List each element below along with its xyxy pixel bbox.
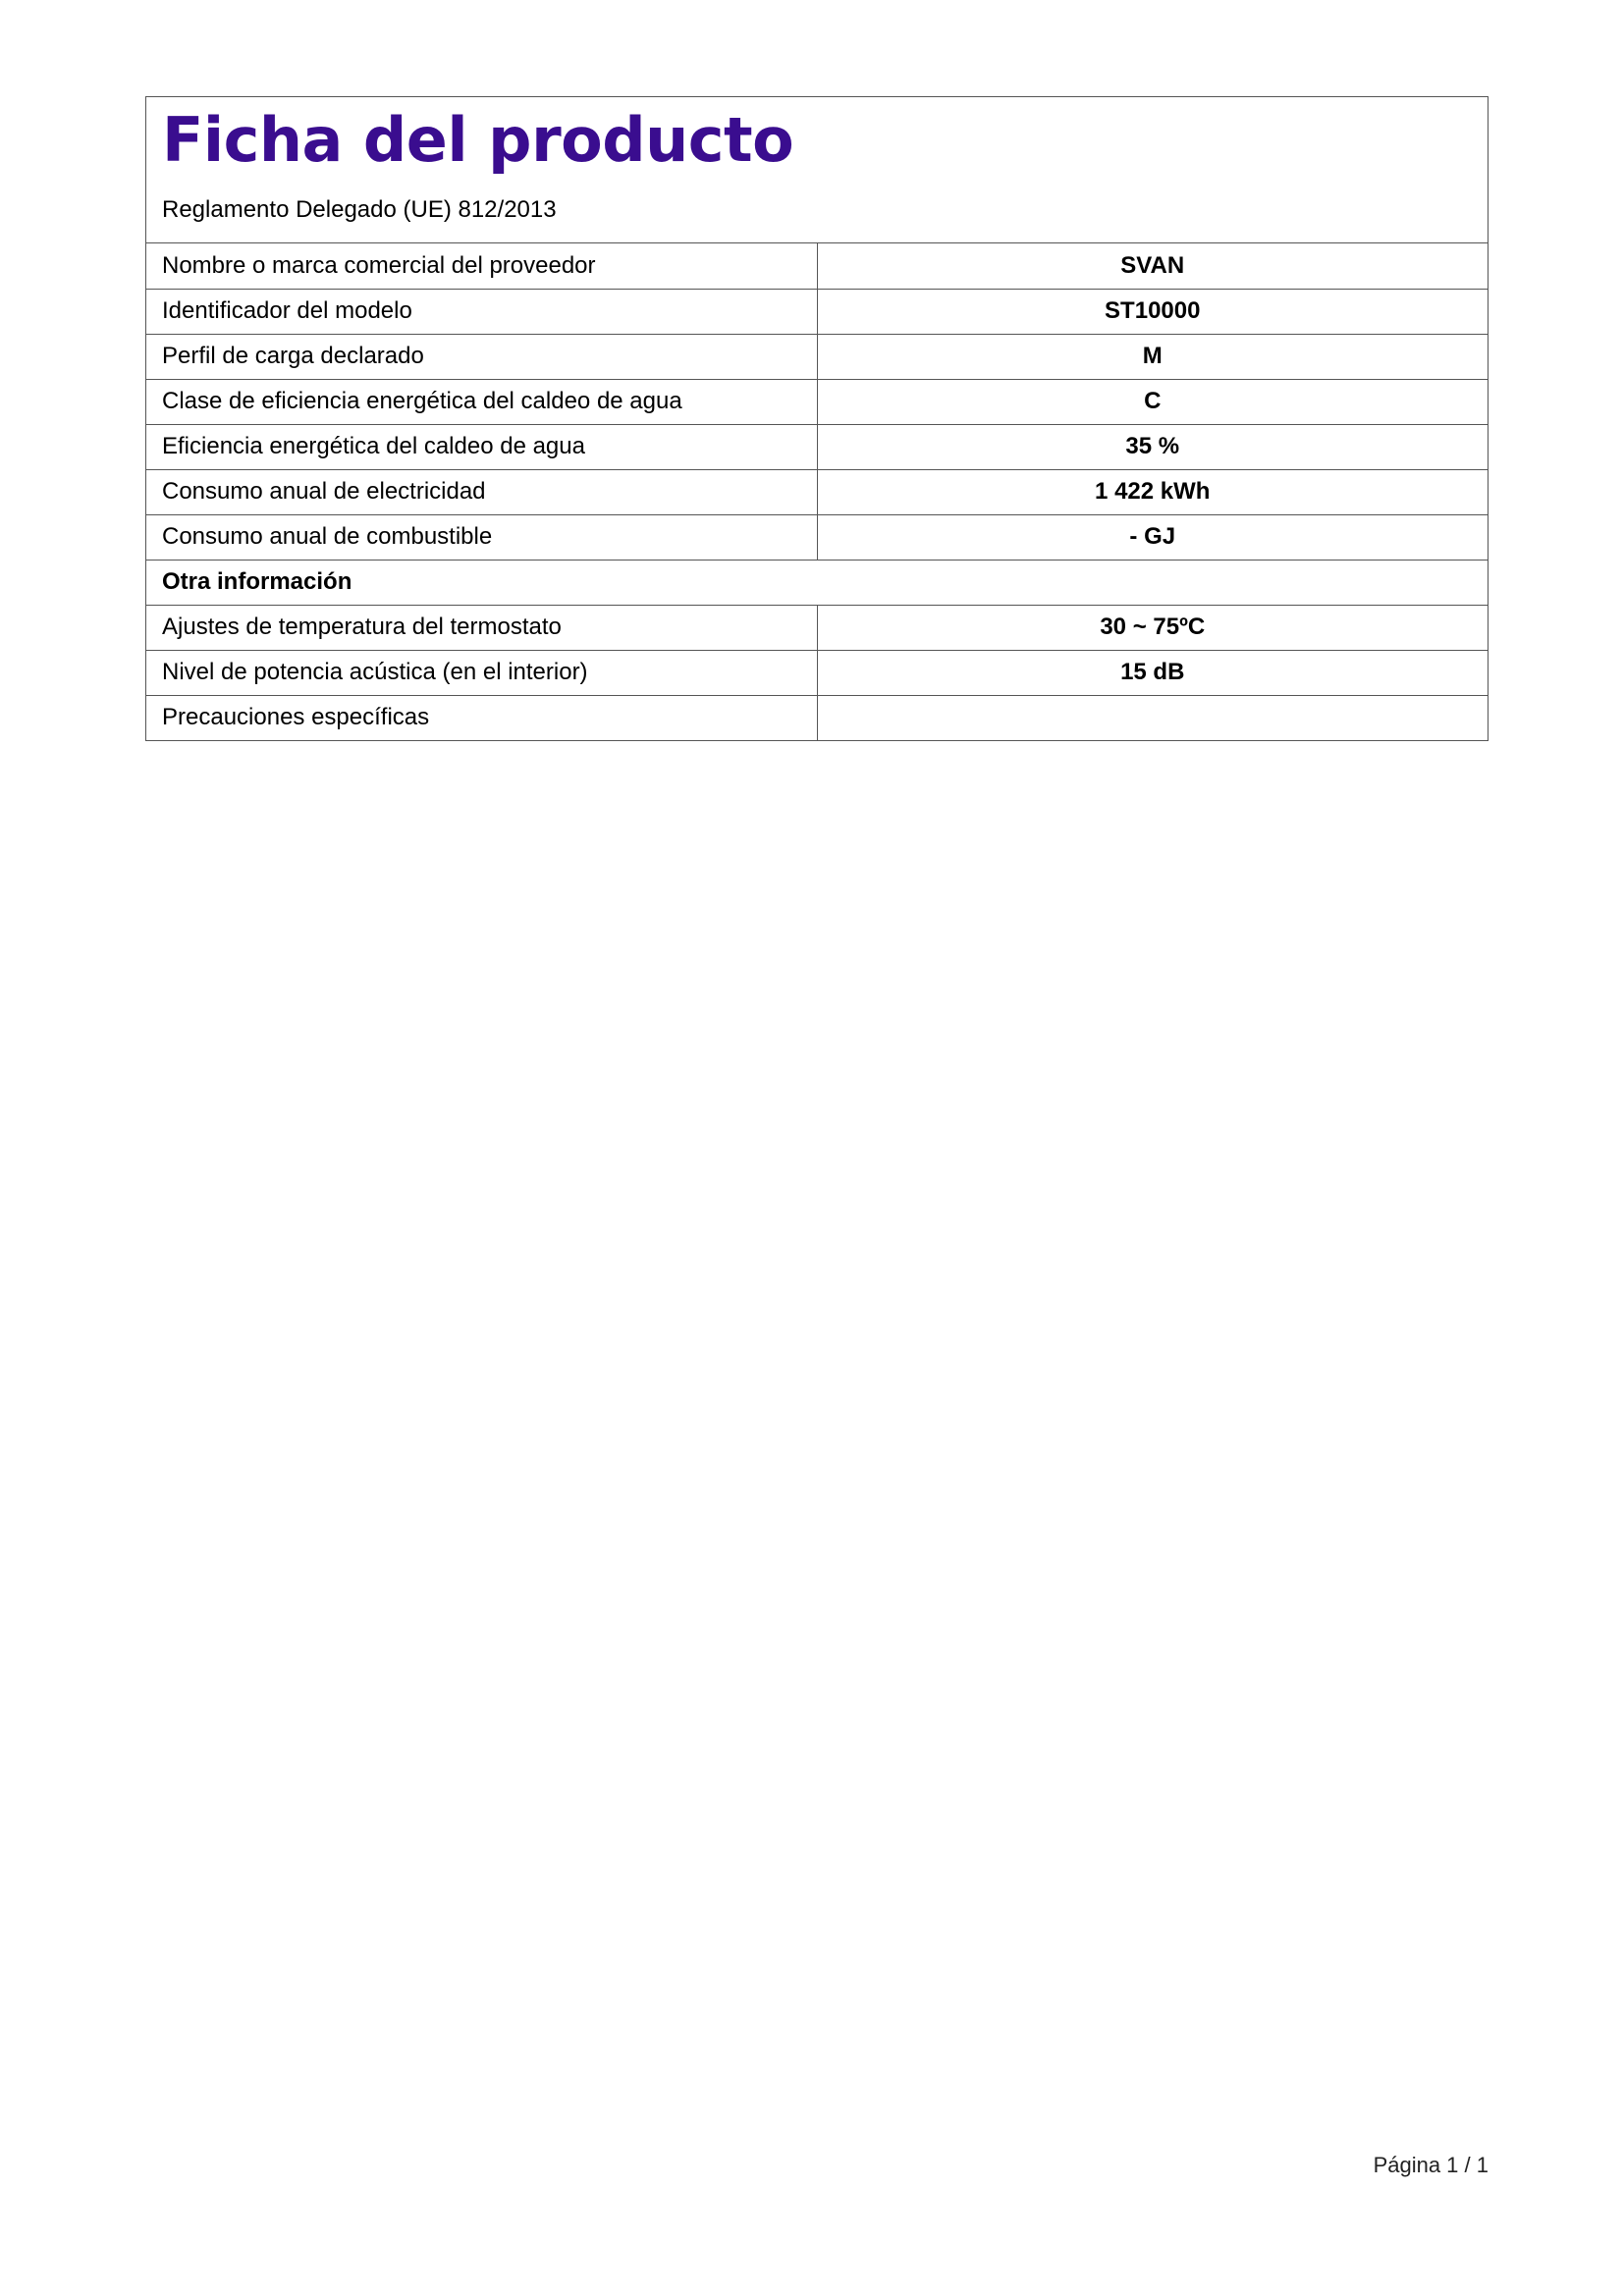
table-row	[146, 243, 1488, 289]
row-label: Clase de eficiencia energética del caldeo de agua	[146, 379, 817, 424]
row-label: Consumo anual de electricidad	[146, 469, 817, 514]
row-label: Precauciones específicas	[146, 695, 817, 740]
row-label: Ajustes de temperatura del termostato	[146, 605, 817, 650]
row-value: SVAN	[1120, 251, 1185, 279]
product-info-table	[146, 243, 1488, 740]
page-title: Ficha del producto	[162, 104, 794, 176]
row-label: Consumo anual de combustible	[146, 514, 817, 560]
row-label: Nombre o marca comercial del proveedor	[146, 243, 817, 289]
table-row	[146, 605, 1488, 650]
section-title: Otra información	[146, 560, 1488, 605]
section-header-row	[146, 560, 1488, 605]
table-row	[146, 289, 1488, 334]
row-value: C	[817, 379, 1488, 424]
row-label: Nivel de potencia acústica (en el interior)	[146, 650, 817, 695]
page-number: Página 1 / 1	[1373, 2153, 1489, 2177]
row-label: Perfil de carga declarado	[146, 334, 817, 379]
table-row	[146, 424, 1488, 469]
row-label: Identificador del modelo	[146, 289, 817, 334]
table-row	[146, 695, 1488, 740]
row-value: M	[817, 334, 1488, 379]
product-fiche	[145, 96, 1489, 741]
row-value: 15 dB	[817, 650, 1488, 695]
table-row	[146, 469, 1488, 514]
table-row	[146, 334, 1488, 379]
row-value: - GJ	[817, 514, 1488, 560]
regulation-subtitle: Reglamento Delegado (UE) 812/2013	[162, 196, 557, 223]
row-value: 1 422 kWh	[817, 469, 1488, 514]
table-row	[146, 650, 1488, 695]
row-value	[817, 695, 1488, 740]
fiche-header	[146, 97, 1488, 243]
row-value: 35 %	[817, 424, 1488, 469]
table-row	[146, 379, 1488, 424]
row-value: 30 ~ 75ºC	[817, 605, 1488, 650]
table-row	[146, 514, 1488, 560]
row-label: Eficiencia energética del caldeo de agua	[146, 424, 817, 469]
row-value: ST10000	[817, 289, 1488, 334]
